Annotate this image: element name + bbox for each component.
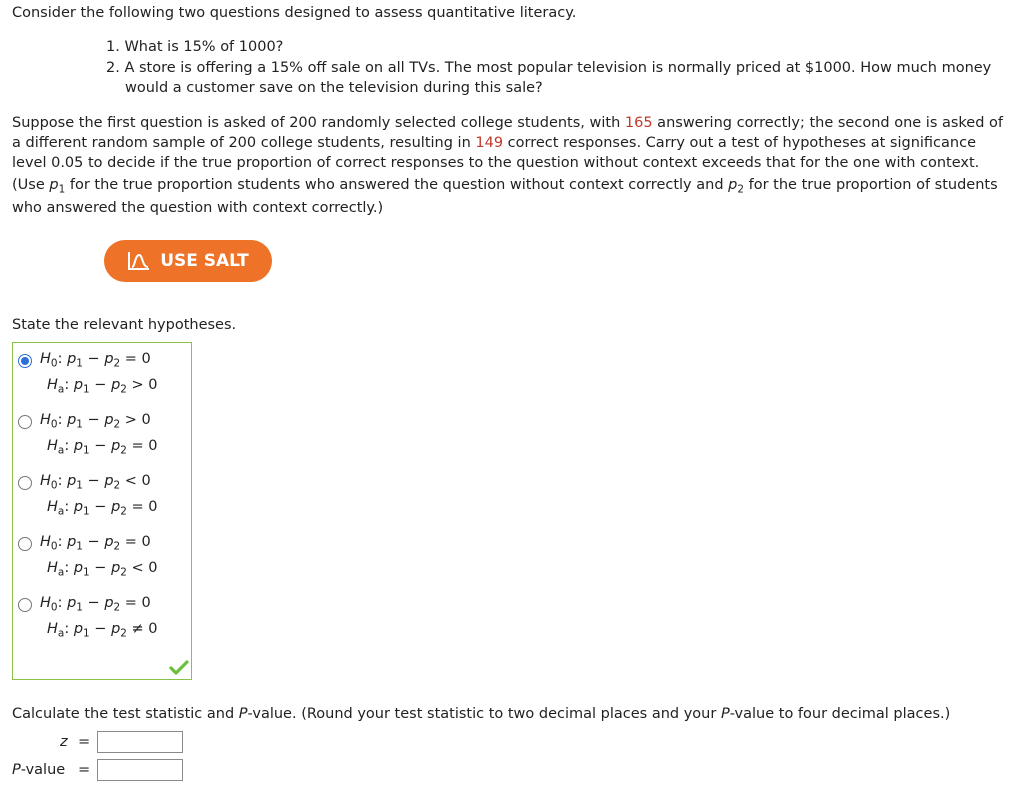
checkmark-icon	[169, 660, 189, 680]
question-1-text: What is 15% of 1000?	[124, 39, 284, 55]
problem-line-1	[12, 113, 1003, 133]
alternative-hypothesis: $H_a$: $p_1 - p_2 > 0$	[47, 377, 158, 396]
problem-text: answering correctly; the second one is asked of	[652, 115, 1004, 131]
alternative-hypothesis: $H_a$: $p_1 - p_2 < 0$	[47, 560, 158, 579]
null-hypothesis: $H_0$: $p_1 - p_2 > 0$	[40, 412, 151, 431]
null-hypothesis: $H_0$: $p_1 - p_2 = 0$	[40, 595, 151, 614]
p2-subscript: 2	[737, 183, 745, 196]
use-salt-button[interactable]	[104, 240, 272, 282]
p-value-equals: =	[78, 762, 91, 778]
correct-count-2: 149	[475, 135, 504, 151]
problem-line-5: who answered the question with context correctly.)	[12, 200, 384, 216]
hypothesis-option-2[interactable]	[13, 404, 191, 460]
problem-text: for the true proportion students who answered the question without context correctly and	[65, 177, 729, 193]
use-salt-label: USE SALT	[160, 251, 249, 271]
correct-count-1: 165	[624, 115, 653, 131]
radio-button[interactable]	[18, 476, 32, 490]
question-2	[106, 58, 991, 78]
problem-text: for the true proportion of students	[744, 177, 998, 193]
radio-button[interactable]	[18, 415, 32, 429]
z-equals: =	[78, 734, 91, 750]
p1-symbol: p	[49, 177, 59, 193]
question-2-text-line2: would a customer save on the television during this sale?	[125, 80, 543, 96]
hypotheses-prompt: State the relevant hypotheses.	[12, 317, 237, 333]
salt-chart-icon	[127, 251, 151, 271]
problem-text: correct responses. Carry out a test of hypotheses at significance	[503, 135, 976, 151]
p2-symbol: p	[728, 177, 738, 193]
radio-button[interactable]	[18, 598, 32, 612]
problem-text: Suppose the first question is asked of 200 randomly selected college students, with	[12, 115, 625, 131]
hypothesis-option-1[interactable]	[13, 343, 191, 399]
p1-subscript: 1	[58, 183, 66, 196]
z-input[interactable]	[97, 731, 183, 753]
problem-line-4	[12, 175, 998, 195]
question-1	[106, 37, 283, 57]
hypothesis-option-4[interactable]	[13, 526, 191, 582]
p-value-input[interactable]	[97, 759, 183, 781]
intro-text: Consider the following two questions designed to assess quantitative literacy.	[12, 5, 577, 21]
null-hypothesis: $H_0$: $p_1 - p_2 = 0$	[40, 534, 151, 553]
problem-text: a different random sample of 200 college students, resulting in	[12, 135, 476, 151]
question-2-text-line1: A store is offering a 15% off sale on all TVs. The most popular television is normally priced at $1000. How much money	[124, 60, 992, 76]
hypotheses-options	[12, 342, 192, 680]
hypothesis-option-5[interactable]	[13, 587, 191, 643]
z-label: z	[60, 734, 68, 750]
alternative-hypothesis: $H_a$: $p_1 - p_2 = 0$	[47, 438, 158, 457]
null-hypothesis: $H_0$: $p_1 - p_2 = 0$	[40, 351, 151, 370]
problem-line-3: level 0.05 to decide if the true proportion of correct responses to the question without context exceeds that for the one with context.	[12, 155, 980, 171]
p-value-label: P-value	[12, 762, 66, 778]
alternative-hypothesis: $H_a$: $p_1 - p_2 = 0$	[47, 499, 158, 518]
question-2-number: 2.	[106, 60, 120, 76]
alternative-hypothesis: $H_a$: $p_1 - p_2 \ne 0$	[47, 621, 158, 640]
problem-text: (Use	[12, 177, 50, 193]
problem-line-2	[12, 133, 976, 153]
test-statistic-prompt: Calculate the test statistic and P-value. (Round your test statistic to two decimal places and your P-value to four decimal places.)	[12, 706, 951, 722]
null-hypothesis: $H_0$: $p_1 - p_2 < 0$	[40, 473, 151, 492]
question-1-number: 1.	[106, 39, 120, 55]
hypothesis-option-3[interactable]	[13, 465, 191, 521]
radio-button[interactable]	[18, 354, 32, 368]
radio-button[interactable]	[18, 537, 32, 551]
